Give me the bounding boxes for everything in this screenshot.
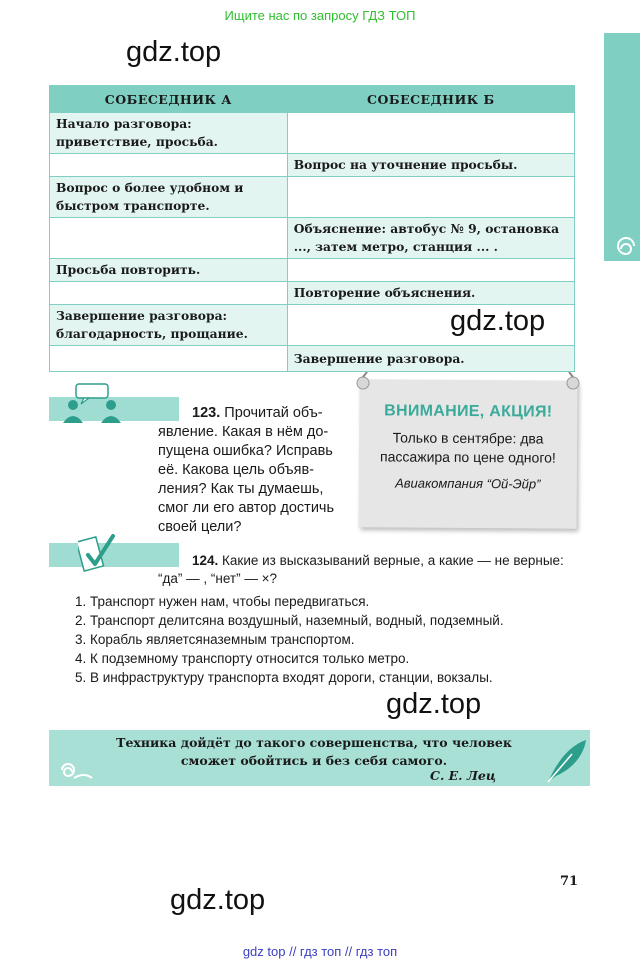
watermark: gdz.top — [386, 688, 482, 720]
task-text-line: своей цели? — [158, 519, 242, 535]
dialogue-table — [49, 85, 575, 372]
column-header-a: СОБЕСЕДНИК А — [50, 86, 288, 113]
list-item: 2. Транспорт делитсяна воздушный, наземный, водный, подземный. — [75, 613, 504, 628]
table-cell-b: Объяснение: автобус № 9, остановка ..., затем метро, станция ... . — [287, 218, 574, 259]
table-cell-a — [50, 154, 288, 177]
dialogue-people-icon — [60, 383, 124, 425]
footer-links[interactable]: gdz top // гдз топ // гдз топ — [242, 944, 398, 959]
quote-text: Техника дойдёт до такого совершенства, что человек сможет обойтись и без себя самого. — [116, 735, 512, 768]
table-cell-a: Вопрос о более удобном и быстром транспорте. — [50, 177, 288, 218]
announcement-notice — [358, 379, 577, 529]
task-text-line: пущена ошибка? Исправь — [158, 443, 333, 459]
column-header-b: СОБЕСЕДНИК Б — [287, 86, 574, 113]
top-banner[interactable]: Ищите нас по запросу ГДЗ ТОП — [224, 8, 416, 23]
task-number: 124. — [192, 553, 219, 568]
table-cell-b — [287, 305, 574, 346]
statements-list — [75, 592, 575, 687]
task-123 — [158, 404, 338, 537]
task-text-line: ления? Как ты думаешь, — [158, 481, 324, 497]
pin-icon — [352, 372, 374, 394]
table-cell-b — [287, 259, 574, 282]
checklist-icon — [78, 533, 118, 575]
watermark: gdz.top — [126, 36, 222, 68]
table-cell-a: Начало разговора: приветствие, просьба. — [50, 113, 288, 154]
watermark: gdz.top — [450, 305, 546, 337]
table-cell-a — [50, 282, 288, 305]
notice-signature: Авиакомпания “Ой-Эйр” — [395, 475, 541, 492]
task-text-line: Прочитай объ- — [224, 405, 323, 421]
table-cell-b — [287, 177, 574, 218]
notice-title: ВНИМАНИЕ, АКЦИЯ! — [384, 402, 553, 421]
task-number: 123. — [192, 405, 221, 421]
notice-body: Только в сентябре: два пассажира по цене одного! — [380, 429, 556, 466]
table-cell-b: Вопрос на уточнение просьбы. — [287, 154, 574, 177]
task-text-line: её. Какова цель объяв- — [158, 462, 315, 478]
page-number: 71 — [560, 874, 579, 889]
task-text-line: Какие из высказываний верные, а какие — не верные: — [222, 553, 564, 568]
list-item: 1. Транспорт нужен нам, чтобы передвигаться. — [75, 594, 370, 609]
task-text-line: явление. Какая в нём до- — [158, 424, 329, 440]
table-cell-a — [50, 346, 288, 372]
watermark: gdz.top — [170, 884, 266, 916]
table-cell-b: Завершение разговора. — [287, 346, 574, 372]
table-cell-a — [50, 218, 288, 259]
side-tab-decoration — [604, 33, 640, 261]
feather-quill-icon — [542, 736, 590, 786]
table-cell-a: Просьба повторить. — [50, 259, 288, 282]
quote-author: С. Е. Лец — [430, 768, 496, 783]
spiral-ornament-icon — [604, 232, 640, 260]
task-124 — [158, 552, 588, 588]
task-text-line: смог ли его автор достичь — [158, 500, 335, 516]
pin-icon — [562, 372, 584, 394]
table-cell-a: Завершение разговора: благодарность, прощание. — [50, 305, 288, 346]
list-item: 3. Корабль являетсяназемным транспортом. — [75, 632, 355, 647]
table-cell-b — [287, 113, 574, 154]
list-item: 5. В инфраструктуру транспорта входят дороги, станции, вокзалы. — [75, 670, 493, 685]
list-item: 4. К подземному транспорту относится только метро. — [75, 651, 410, 666]
task-text-line: “да” — , “нет” — ×? — [158, 571, 277, 586]
table-cell-b: Повторение объяснения. — [287, 282, 574, 305]
